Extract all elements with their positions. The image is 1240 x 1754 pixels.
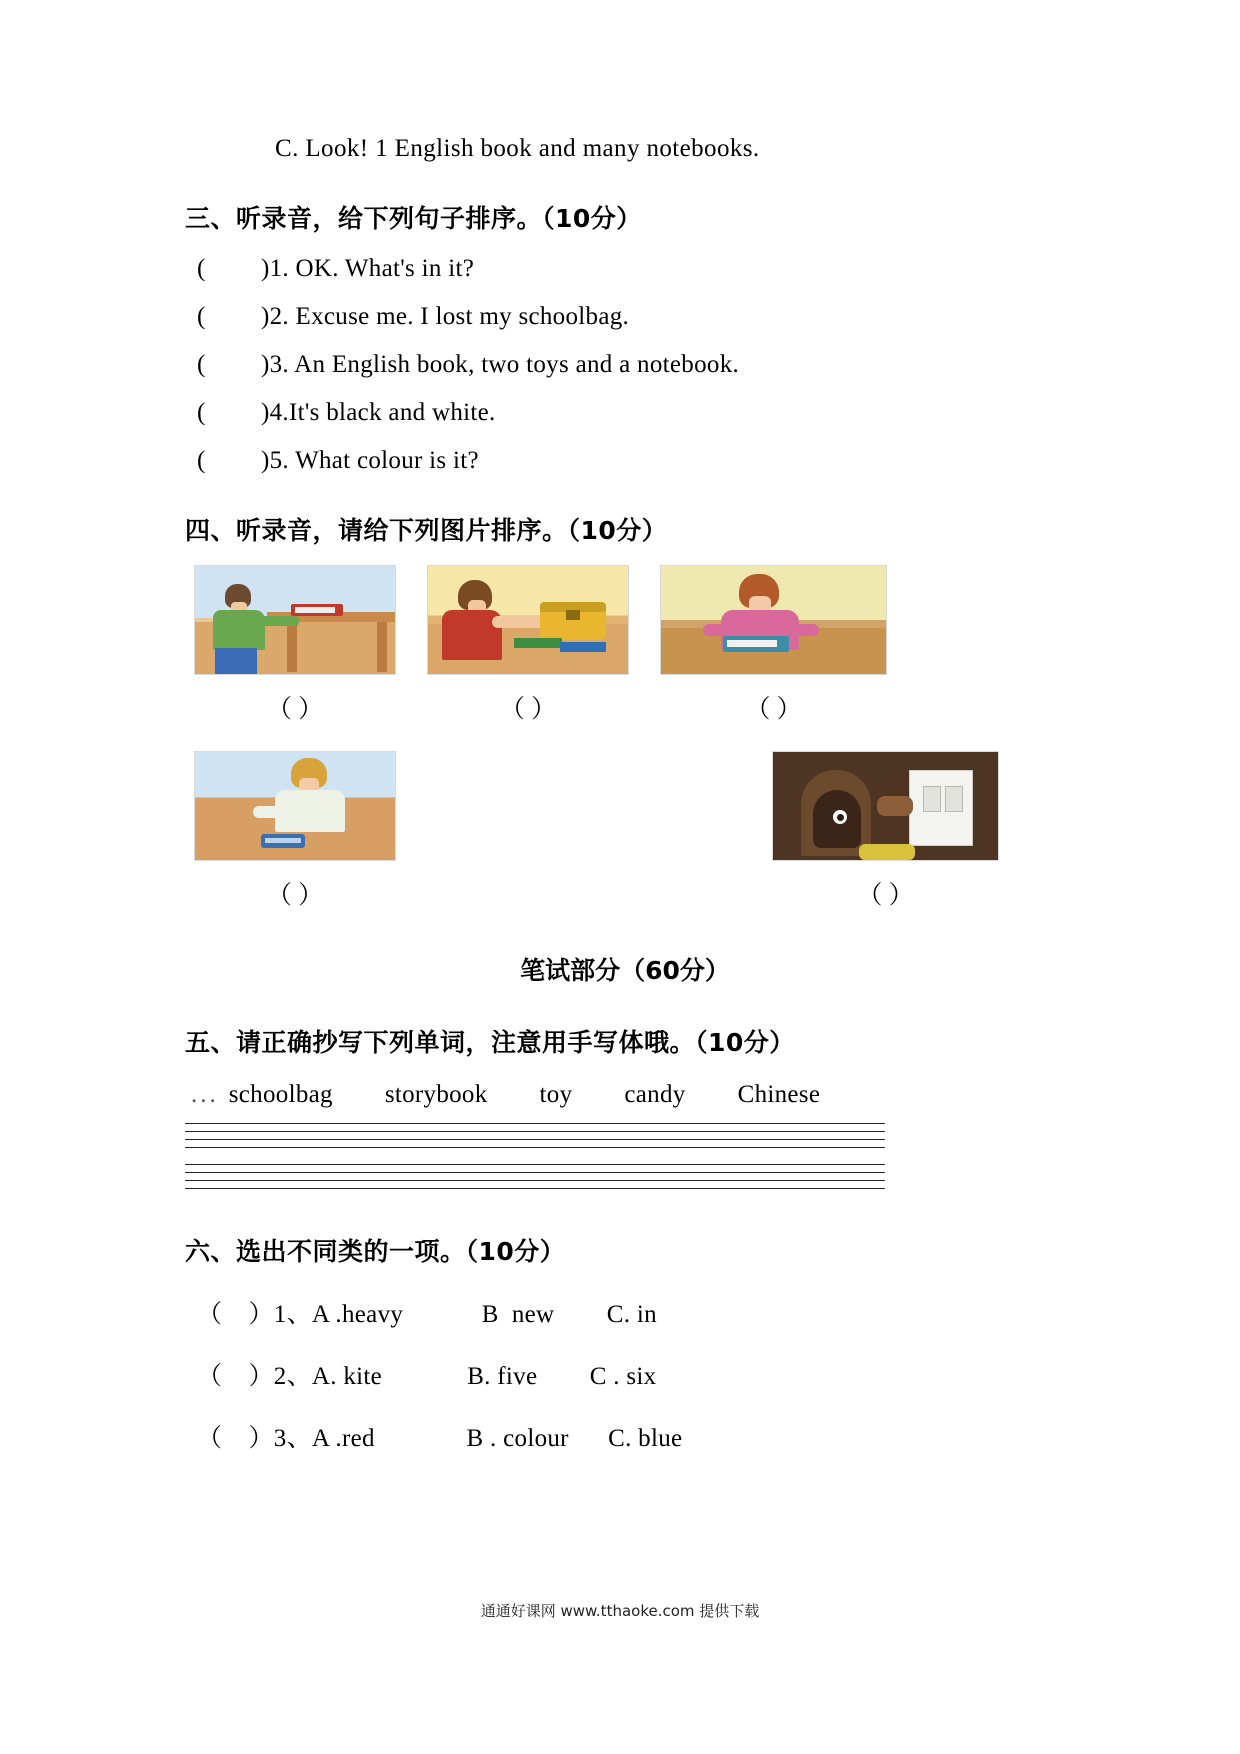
picture-cell	[428, 565, 628, 725]
rule-line	[185, 1131, 885, 1139]
page-content	[185, 135, 1065, 1454]
picture-row-2	[195, 751, 1065, 911]
rule-line	[185, 1139, 885, 1147]
sentence-order-item	[197, 447, 1065, 475]
rule-line	[185, 1188, 885, 1196]
picture-row-1	[195, 565, 1065, 725]
sentence-order-item	[197, 351, 1065, 379]
written-part-title: 笔试部分（60分）	[520, 956, 730, 985]
sentence-text: )3. An English book, two toys and a notebook.	[261, 351, 740, 378]
picture-woman-with-english-book	[660, 565, 887, 675]
word-candy: candy	[624, 1081, 686, 1108]
sentence-order-item	[197, 399, 1065, 427]
answer-blank[interactable]: (	[197, 447, 206, 474]
section-6-heading: 六、选出不同类的一项。（10分）	[185, 1237, 566, 1266]
odd-one-out-item[interactable]: （ ）3、A .red B . colour C. blue	[197, 1425, 683, 1452]
page-footer: 通通好课网 www.tthaoke.com 提供下载	[480, 1602, 760, 1620]
picture-girl-packing-schoolbag	[427, 565, 629, 675]
section-3-heading: 三、听录音，给下列句子排序。（10分）	[185, 204, 642, 233]
word-chinese: Chinese	[737, 1081, 821, 1108]
word-storybook: storybook	[384, 1081, 488, 1108]
leading-dots: ...	[191, 1081, 219, 1108]
picture-boy-handing-book	[194, 565, 396, 675]
sentence-order-item	[197, 303, 1065, 331]
section-5-heading: 五、请正确抄写下列单词，注意用手写体哦。（10分）	[185, 1028, 795, 1057]
rule-group	[185, 1164, 885, 1196]
picture-answer-blank[interactable]: （ ）	[857, 882, 914, 909]
answer-blank[interactable]: (	[197, 351, 206, 378]
picture-answer-blank[interactable]: （ ）	[745, 696, 802, 723]
rule-line	[185, 1123, 885, 1131]
section-4-heading: 四、听录音，请给下列图片排序。（10分）	[185, 516, 668, 545]
rule-line	[185, 1147, 885, 1155]
picture-boy-pointing-light-switch	[772, 751, 999, 861]
rule-line	[185, 1164, 885, 1172]
sentence-text: )1. OK. What's in it?	[261, 255, 475, 282]
rule-group	[185, 1123, 885, 1155]
copy-words-row	[191, 1081, 1065, 1109]
picture-girl-with-pencil-case	[194, 751, 396, 861]
sentence-text: )5. What colour is it?	[261, 447, 479, 474]
rule-line	[185, 1180, 885, 1188]
sentence-text: )2. Excuse me. I lost my schoolbag.	[261, 303, 630, 330]
picture-row-spacer	[428, 751, 628, 911]
picture-cell	[195, 751, 395, 911]
word-schoolbag: schoolbag	[228, 1081, 333, 1108]
handwriting-rule-lines[interactable]	[185, 1123, 885, 1196]
rule-line	[185, 1172, 885, 1180]
picture-answer-blank[interactable]: （ ）	[499, 696, 557, 723]
odd-one-out-item[interactable]: （ ）2、A. kite B. five C . six	[197, 1363, 657, 1390]
option-c-line: C. Look! 1 English book and many notebooks.	[275, 135, 760, 162]
picture-answer-blank[interactable]: （ ）	[266, 696, 324, 723]
sentence-text: )4.It's black and white.	[261, 399, 496, 426]
picture-cell	[195, 565, 395, 725]
answer-blank[interactable]: (	[197, 399, 206, 426]
odd-one-out-item[interactable]: （ ）1、A .heavy B new C. in	[197, 1301, 657, 1328]
answer-blank[interactable]: (	[197, 303, 206, 330]
picture-answer-blank[interactable]: （ ）	[266, 882, 324, 909]
picture-cell	[661, 565, 886, 725]
picture-cell	[773, 751, 998, 911]
sentence-order-item	[197, 255, 1065, 283]
answer-blank[interactable]: (	[197, 255, 206, 282]
word-toy: toy	[539, 1081, 573, 1108]
